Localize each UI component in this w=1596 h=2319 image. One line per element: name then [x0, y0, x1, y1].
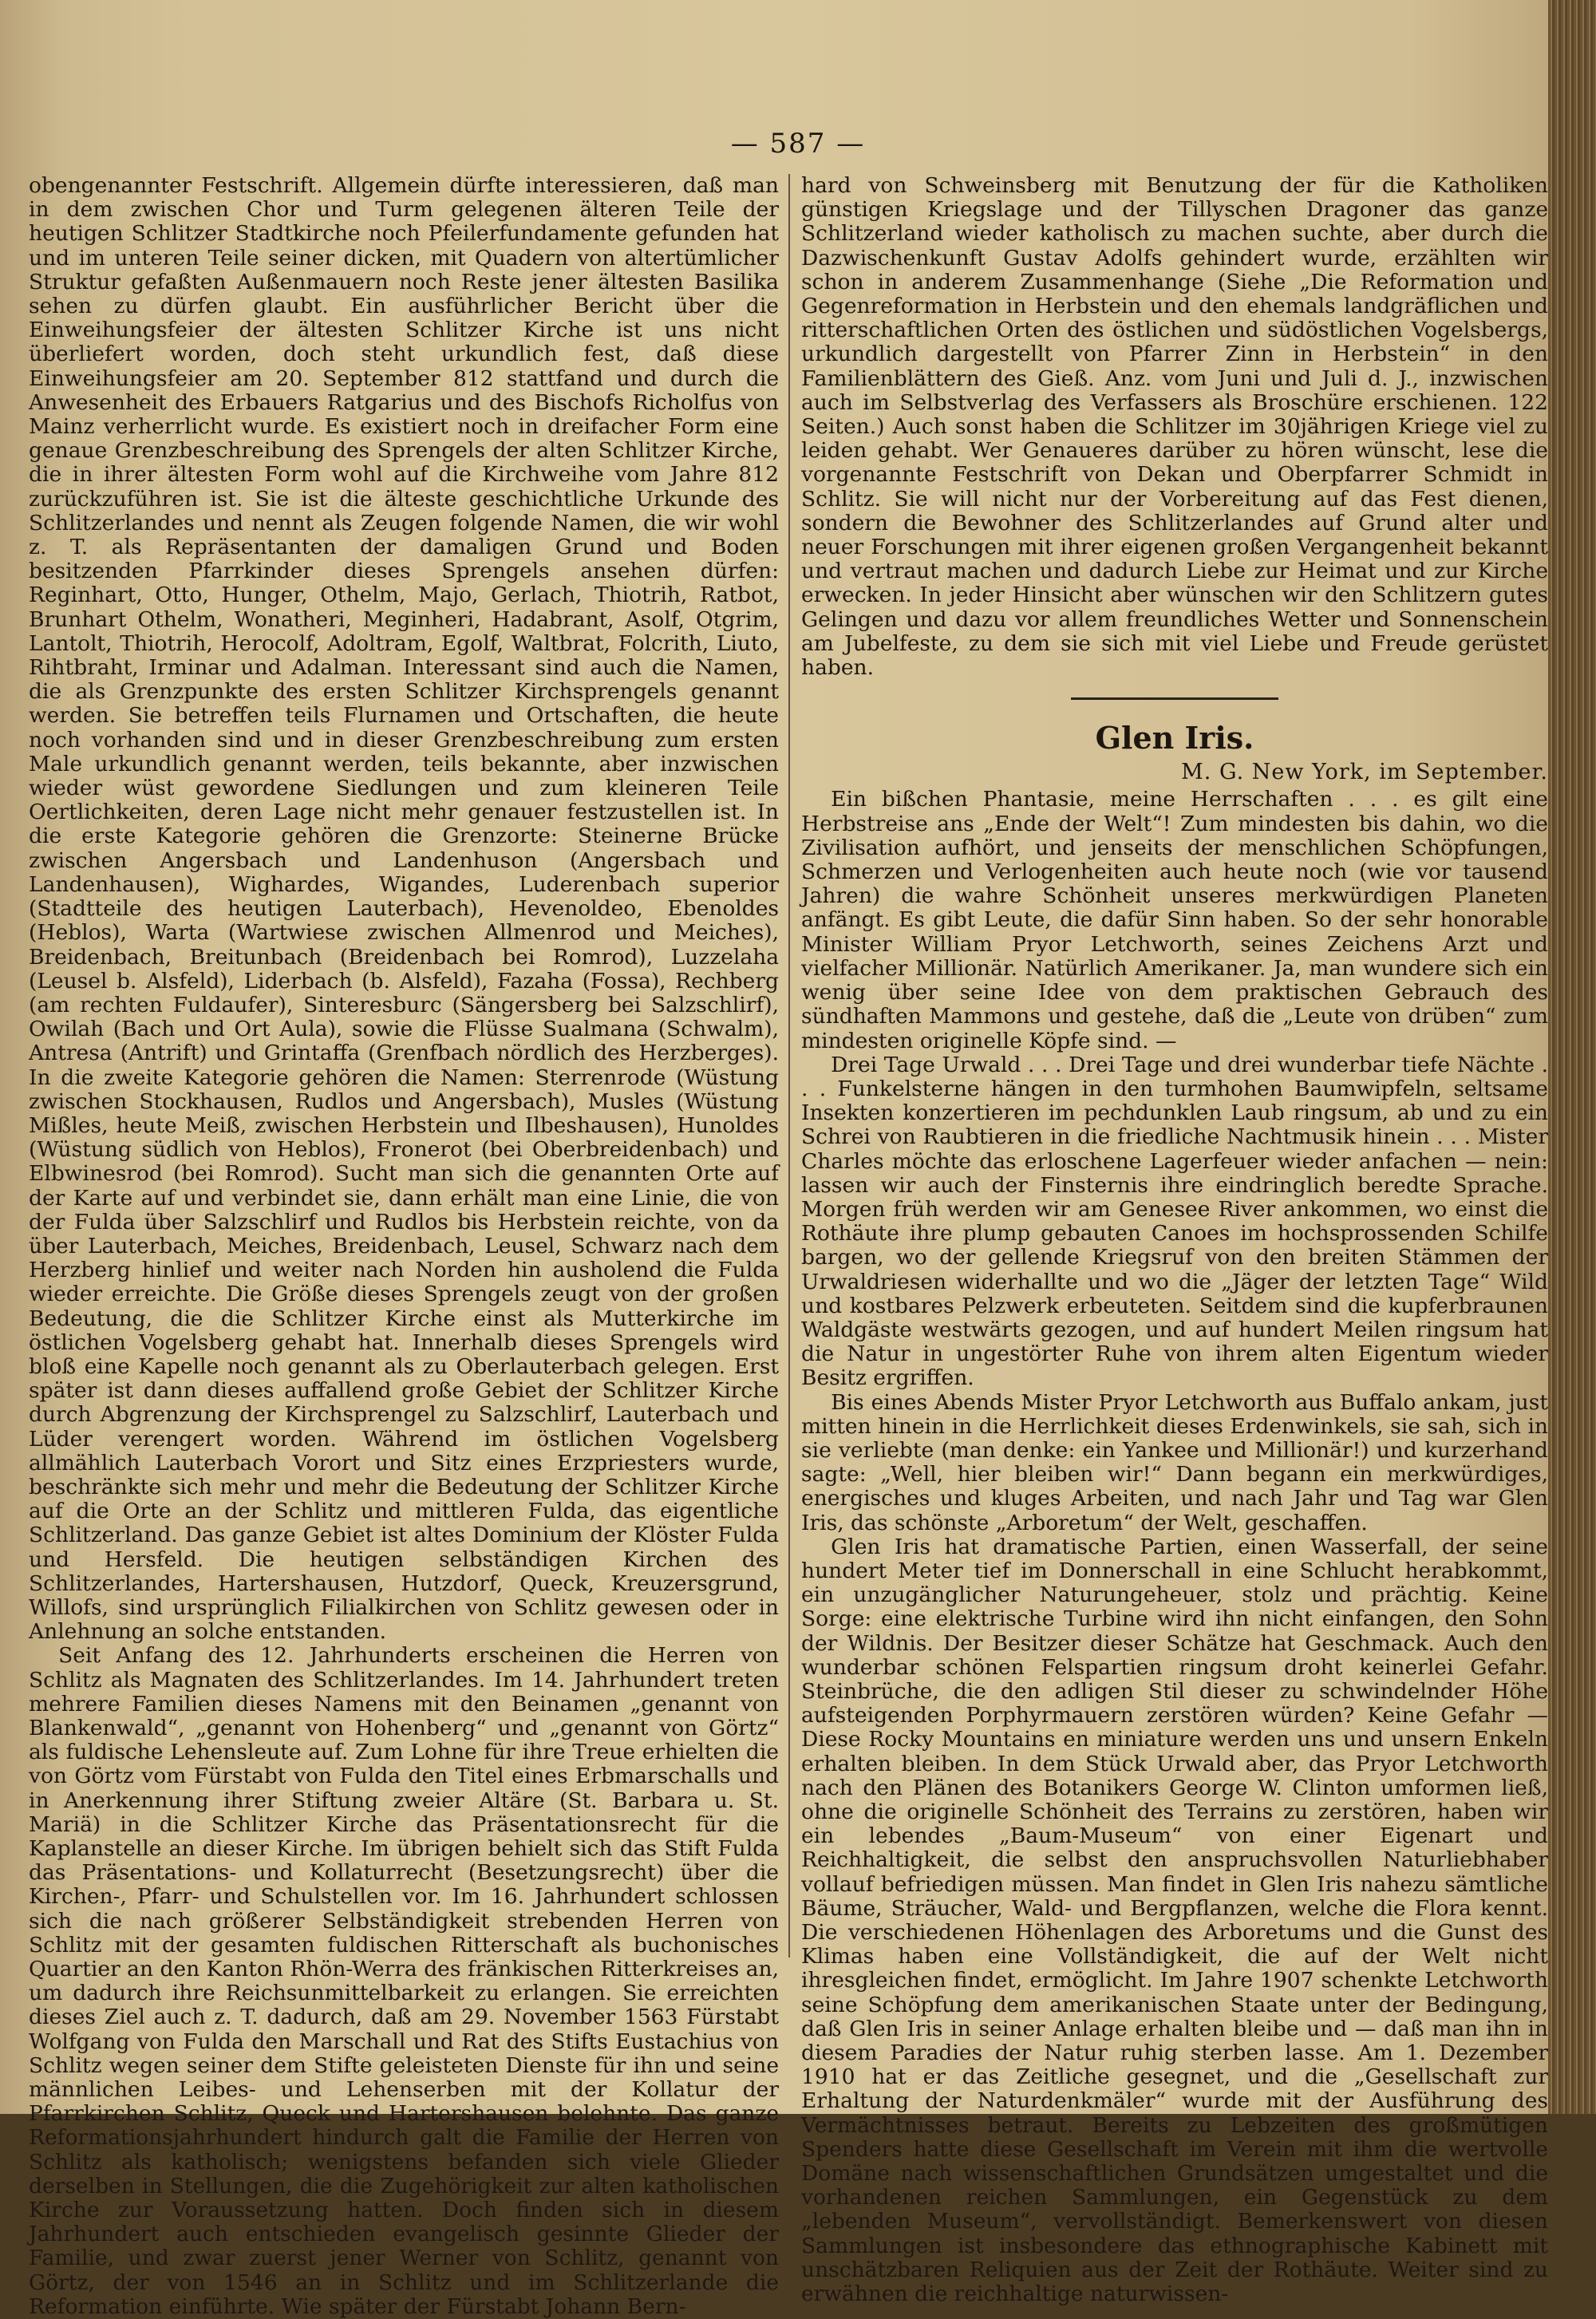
right-column: [801, 173, 1548, 2307]
article-paragraph-1: Ein bißchen Phantasie, meine Herrschaften . . . es gilt eine Herbstreise ans „Ende der Welt“! Zum mindesten bis dahin, wo die Zivilisation aufhört, und jenseits der menschlichen Schöpfungen, Schmerzen und Verlogenheiten auch heute noch (wie vor tausend Jahren) die wahre Schönheit unseres merkwürdigen Planeten anfängt. Es gibt Leute, die dafür Sinn haben. So der sehr honorable Minister William Pryor Letchworth, seines Zeichens Arzt und vielfacher Millionär. Natürlich Amerikaner. Ja, man wundere sich ein wenig über seine Idee von dem praktischen Gebrauch des sündhaften Mammons und gestehe, daß die „Leute von drüben“ zum mindesten originelle Köpfe sind. —: [801, 787, 1548, 1053]
section-separator: [1071, 697, 1278, 700]
left-paragraph-2: Seit Anfang des 12. Jahrhunderts erscheinen die Herren von Schlitz als Magnaten des Schlitzerlandes. Im 14. Jahrhundert treten mehrere Familien dieses Namens mit den Beinamen „genannt von Blankenwald“, „genannt von Hohenberg“ und „genannt von Görtz“ als fuldische Lehensleute auf. Zum Lohne für ihre Treue erhielten die von Görtz vom Fürstabt von Fulda den Titel eines Erbmarschalls und in Anerkennung ihrer Stiftung zweier Altäre (St. Barbara u. St. Mariä) in die Schlitzer Kirche das Präsentationsrecht für die Kaplanstelle an dieser Kirche. Im übrigen behielt sich das Stift Fulda das Präsentations- und Kollaturrecht (Besetzungsrecht) über die Kirchen-, Pfarr- und Schulstellen vor. Im 16. Jahrhundert schlossen sich die nach größerer Selbständigkeit strebenden Herren von Schlitz mit der gesamten fuldischen Ritterschaft als buchonisches Quartier an den Kanton Rhön-Werra des fränkischen Ritterkreises an, um dadurch ihre Reichsunmittelbarkeit zu erlangen. Sie erreichten dieses Ziel auch z. T. dadurch, daß am 29. November 1563 Fürstabt Wolfgang von Fulda den Marschall und Rat des Stifts Eustachius von Schlitz wegen seiner dem Stifte geleisteten Dienste für ihn und seine männlichen Leibes- und Lehenserben mit der Kollatur der Pfarrkirchen Schlitz, Queck und Hartershausen belehnte. Das ganze Reformationsjahrhundert hindurch galt die Familie der Herren von Schlitz als katholisch; wenigstens befanden sich viele Glieder derselben in Stellungen, die die Zugehörigkeit zur alten katholischen Kirche zur Voraussetzung hatten. Doch finden sich in diesem Jahrhundert auch entschieden evangelisch gesinnte Glieder der Familie, und zwar zuerst jener Werner von Schlitz, genannt von Görtz, der von 1546 an in Schlitz und im Schlitzerlande die Reformation einführte. Wie später der Fürstabt Johann Bern-: [29, 1643, 779, 2319]
page-number: — 587 —: [730, 128, 866, 160]
book-page-edges: [1548, 0, 1596, 2114]
article-dateline: M. G. New York, im September.: [1181, 760, 1548, 785]
article-paragraph-4: Glen Iris hat dramatische Partien, einen Wasserfall, der seine hundert Meter tief im Donnerschall in eine Schlucht herabkommt, ein unzugänglicher Naturungeheuer, stolz und prächtig. Keine Sorge: eine elektrische Turbine wird ihn nicht einfangen, den Sohn der Wildnis. Der Besitzer dieser Schätze hat Geschmack. Auch den wunderbar schönen Felspartien ringsum droht keinerlei Gefahr. Steinbrüche, die den adligen Stil dieser zu schwindelnder Höhe aufsteigenden Porphyrmauern zerstören würden? Keine Gefahr — Diese Rocky Mountains en miniature werden uns und unsern Enkeln erhalten bleiben. In dem Stück Urwald aber, das Pryor Letchworth nach den Plänen des Botanikers George W. Clinton umformen ließ, ohne die originelle Schönheit des Terrains zu zerstören, haben wir ein lebendes „Baum-Museum“ von einer Eigenart und Reichhaltigkeit, die selbst den anspruchsvollen Naturliebhaber vollauf befriedigen müssen. Man findet in Glen Iris nahezu sämtliche Bäume, Sträucher, Wald- und Bergpflanzen, welche die Flora kennt. Die verschiedenen Höhenlagen des Arboretums und die Gunst des Klimas haben eine Vollständigkeit, die auf der Welt nicht ihresgleichen findet, ermöglicht. Im Jahre 1907 schenkte Letchworth seine Schöpfung dem amerikanischen Staate unter der Bedingung, daß Glen Iris in seiner Anlage erhalten bleibe und — daß man ihn in diesem Paradies der Natur ruhig sterben lasse. Am 1. Dezember 1910 hat er das Zeitliche gesegnet, und die „Gesellschaft zur Erhaltung der Naturdenkmäler“ wurde mit der Ausführung des Vermächtnisses betraut. Bereits zu Lebzeiten des großmütigen Spenders hatte diese Gesellschaft im Verein mit ihm die wertvolle Domäne nach wissenschaftlichen Grundsätzen umgestaltet und die vorhandenen reichen Sammlungen, ein Gegenstück zu dem „lebenden Museum“, vervollständigt. Bemerkenswert von diesen Sammlungen ist insbesondere das ethnographische Kabinett mit unschätzbaren Reliquien aus der Zeit der Rothäute. Weiter sind zu erwähnen die reichhaltige naturwissen-: [801, 1534, 1548, 2307]
column-divider: [788, 174, 790, 1958]
article-paragraph-3: Bis eines Abends Mister Pryor Letchworth aus Buffalo ankam, just mitten hinein in die Herrlichkeit dieses Erdenwinkels, sie sah, sich in sie verliebte (man denke: ein Yankee und Millionär!) und kurzerhand sagte: „Well, hier bleiben wir!“ Dann begann ein merkwürdiges, energisches und kluges Arbeiten, und nach Jahr und Tag war Glen Iris, das schönste „Arboretum“ der Welt, geschaffen.: [801, 1389, 1548, 1535]
right-intro-paragraph: hard von Schweinsberg mit Benutzung der für die Katholiken günstigen Kriegslage und der Tillyschen Dragoner das ganze Schlitzerland wieder katholisch zu machen suchte, aber durch die Dazwischenkunft Gustav Adolfs gehindert wurde, erzählten wir schon in anderem Zusammenhange (Siehe „Die Reformation und Gegenreformation in Herbstein und den ehemals landgräflichen und ritterschaftlichen Orten des östlichen und südöstlichen Vogelsbergs, urkundlich dargestellt von Pfarrer Zinn in Herbstein“ in den Familienblättern des Gieß. Anz. vom Juni und Juli d. J., inzwischen auch im Selbstverlag des Verfassers als Broschüre erschienen. 122 Seiten.) Auch sonst haben die Schlitzer im 30jährigen Kriege viel zu leiden gehabt. Wer Genaueres darüber zu hören wünscht, lese die vorgenannte Festschrift von Dekan und Oberpfarrer Schmidt in Schlitz. Sie will nicht nur der Vorbereitung auf das Fest dienen, sondern die Bewohner des Schlitzerlandes auf Grund alter und neuer Forschungen mit ihrer eigenen großen Vergangenheit bekannt und vertraut machen und dadurch Liebe zur Heimat und zur Kirche erwecken. In jeder Hinsicht aber wünschen wir den Schlitzern gutes Gelingen und dazu vor allem freundliches Wetter und Sonnenschein am Jubelfeste, zu dem sie sich mit viel Liebe und Freude gerüstet haben.: [801, 173, 1548, 681]
left-column: [29, 173, 779, 2319]
article-paragraph-2: Drei Tage Urwald . . . Drei Tage und drei wunderbar tiefe Nächte . . . Funkelsterne hängen in den turmhohen Baumwipfeln, seltsame Insekten konzertieren im pechdunklen Laub ringsum, ab und zu ein Schrei von Raubtieren in die friedliche Nachtmusik hinein . . . Mister Charles möchte das erloschene Lagerfeuer wieder anfachen — nein: lassen wir auch der Finsternis ihre eindringlich beredte Sprache. Morgen früh werden wir am Genesee River ankommen, wo einst die Rothäute ihre plump gebauten Canoes im hochsprossenden Schilfe bargen, wo der gellende Kriegsruf von den breiten Stämmen der Urwaldriesen widerhallte und wo die „Jäger der letzten Tage“ Wild und kostbares Pelzwerk erbeuteten. Seitdem sind die kupferbraunen Waldgäste westwärts gezogen, und auf hundert Meilen ringsum hat die Natur in ungestörter Ruhe von ihrem alten Eigentum wieder Besitz ergriffen.: [801, 1052, 1548, 1391]
left-paragraph-1: obengenannter Festschrift. Allgemein dürfte interessieren, daß man in dem zwischen Chor und Turm gelegenen älteren Teile der heutigen Schlitzer Stadtkirche noch Pfeilerfundamente gefunden hat und im unteren Teile seiner dicken, mit Quadern von altertümlicher Struktur gefaßten Außenmauern noch Reste jener ältesten Basilika sehen zu dürfen glaubt. Ein ausführlicher Bericht über die Einweihungsfeier der ältesten Schlitzer Kirche ist uns nicht überliefert worden, doch steht urkundlich fest, daß diese Einweihungsfeier am 20. September 812 stattfand und durch die Anwesenheit des Erbauers Ratgarius und des Bischofs Richolfus von Mainz verherrlicht wurde. Es existiert noch in dreifacher Form eine genaue Grenzbeschreibung des Sprengels der alten Schlitzer Kirche, die in ihrer ältesten Form wohl auf die Kirchweihe vom Jahre 812 zurückzuführen ist. Sie ist die älteste geschichtliche Urkunde des Schlitzerlandes und nennt als Zeugen folgende Namen, die wir wohl z. T. als Repräsentanten der damaligen Grund und Boden besitzenden Pfarrkinder dieses Sprengels ansehen dürfen: Reginhart, Otto, Hunger, Othelm, Majo, Gerlach, Thiotrih, Ratbot, Brunhart Othelm, Wonatheri, Meginheri, Hadabrant, Asolf, Otgrim, Lantolt, Thiotrih, Herocolf, Adoltram, Egolf, Waltbrat, Folcrith, Liuto, Rihtbraht, Irminar und Adalman. Interessant sind auch die Namen, die als Grenzpunkte des ersten Schlitzer Kirchsprengels genannt werden. Sie betreffen teils Flurnamen und Ortschaften, die heute noch vorhanden sind und in dieser Grenzbeschreibung zum ersten Male urkundlich genannt werden, teils bekannte, aber inzwischen wieder wüst gewordene Siedlungen und zum kleineren Teile Oertlichkeiten, deren Lage nicht mehr genauer festzustellen ist. In die erste Kategorie gehören die Grenzorte: Steinerne Brücke zwischen Angersbach und Landenhuson (Angersbach und Landenhausen), Wighardes, Wigandes, Luderenbach superior (Stadtteile des heutigen Lauterbach), Hevenoldeo, Ebenoldes (Heblos), Warta (Wartwiese zwischen Allmenrod und Meiches), Breidenbach, Breitunbach (Breidenbach bei Romrod), Luzzelaha (Leusel b. Alsfeld), Liderbach (b. Alsfeld), Fazaha (Fossa), Rechberg (am rechten Fuldaufer), Sinteresburc (Sängersberg bei Salzschlirf), Owilah (Bach und Ort Aula), sowie die Flüsse Sualmana (Schwalm), Antresa (Antrift) und Grintaffa (Grenfbach nördlich des Herzberges). In die zweite Kategorie gehören die Namen: Sterrenrode (Wüstung zwischen Stockhausen, Rudlos und Angersbach), Musles (Wüstung Mißles, heute Meiß, zwischen Herbstein und Ilbeshausen), Hunoldes (Wüstung südlich von Heblos), Fronerot (bei Oberbreidenbach) und Elbwinesrod (bei Romrod). Sucht man sich die genannten Orte auf der Karte auf und verbindet sie, dann erhält man eine Linie, die von der Fulda über Salzschlirf und Rudlos bis Herbstein reichte, von da über Lauterbach, Meiches, Breidenbach, Leusel, Schwarz nach dem Herzberg hinlief und weiter nach Norden hin ausholend die Fulda wieder erreichte. Die Größe dieses Sprengels zeugt von der großen Bedeutung, die die Schlitzer Kirche einst als Mutterkirche im östlichen Vogelsberg gehabt hat. Innerhalb dieses Sprengels wird bloß eine Kapelle noch genannt als zu Oberlauterbach gelegen. Erst später ist dann dieses auffallend große Gebiet der Schlitzer Kirche durch Abgrenzung der Kirchsprengel zu Salzschlirf, Lauterbach und Lüder verengert worden. Während im östlichen Vogelsberg allmählich Lauterbach Vorort und Sitz eines Erzpriesters wurde, beschränkte sich mehr und mehr die Bedeutung der Schlitzer Kirche auf die Orte an der Schlitz und mittleren Fulda, das eigentliche Schlitzerland. Das ganze Gebiet ist altes Dominium der Klöster Fulda und Hersfeld. Die heutigen selbständigen Kirchen des Schlitzerlandes, Hartershausen, Hutzdorf, Queck, Kreuzersgrund, Willofs, sind ursprünglich Filialkirchen von Schlitz gewesen oder in Anlehnung an solche entstanden.: [29, 173, 779, 1645]
article-title: Glen Iris.: [1095, 720, 1254, 757]
